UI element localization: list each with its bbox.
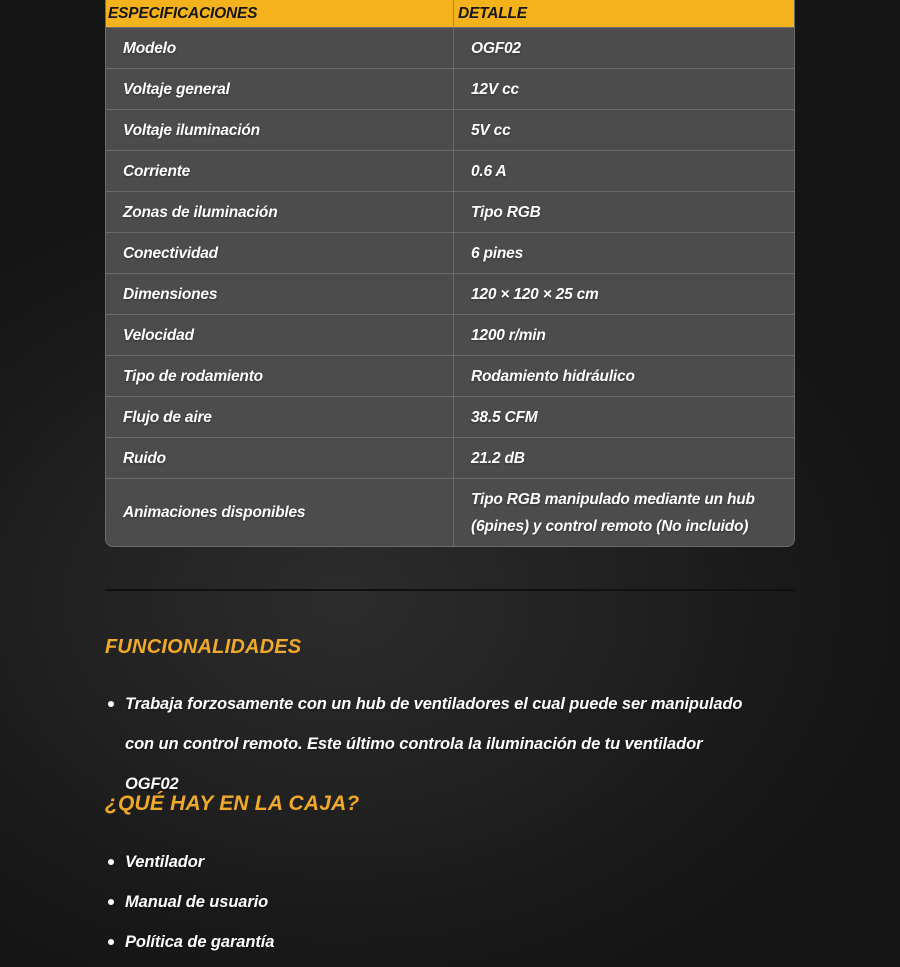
spec-table-row (106, 314, 794, 355)
caja-heading: ¿QUÉ HAY EN LA CAJA? (105, 792, 360, 815)
spec-row-label: Tipo de rodamiento (123, 367, 263, 385)
spec-table-row (106, 478, 794, 546)
list-item-text: Ventilador (125, 853, 205, 871)
spec-row-label: Ruido (123, 449, 166, 467)
spec-row-value: 12V cc (453, 69, 794, 109)
spec-table-body (106, 27, 794, 546)
bullet-icon (108, 701, 114, 707)
spec-table-row (106, 273, 794, 314)
list-item (105, 922, 505, 962)
spec-row-label: Velocidad (123, 326, 194, 344)
spec-row-value: 120 × 120 × 25 cm (453, 274, 794, 314)
spec-row-label: Conectividad (123, 244, 218, 262)
spec-table-header-row (106, 0, 794, 27)
spec-row-value: 5V cc (453, 110, 794, 150)
caja-list (105, 842, 505, 962)
list-item (105, 684, 760, 804)
spec-table-row (106, 109, 794, 150)
spec-row-label: Modelo (123, 39, 177, 57)
spec-row-value: 38.5 CFM (453, 397, 794, 437)
spec-row-label: Corriente (123, 162, 191, 180)
spec-row-label: Dimensiones (123, 285, 218, 303)
spec-row-value: 0.6 A (453, 151, 794, 191)
spec-row-label: Zonas de iluminación (123, 203, 278, 221)
spec-row-label: Voltaje iluminación (123, 121, 260, 139)
bullet-icon (108, 899, 114, 905)
spec-row-label: Animaciones disponibles (123, 504, 306, 521)
spec-table-row (106, 396, 794, 437)
spec-table-row (106, 150, 794, 191)
funcionalidades-list (105, 684, 760, 804)
spec-row-value: Tipo RGB manipulado mediante un hub (6pines) y control remoto (No incluido) (453, 479, 794, 546)
spec-table-row (106, 68, 794, 109)
list-item (105, 882, 505, 922)
spec-table (105, 0, 795, 547)
spec-table-row (106, 232, 794, 273)
spec-row-value: 1200 r/min (453, 315, 794, 355)
spec-table-row (106, 191, 794, 232)
spec-table-row (106, 355, 794, 396)
list-item-text: Manual de usuario (125, 893, 269, 911)
spec-row-value: 6 pines (453, 233, 794, 273)
list-item-text: Trabaja forzosamente con un hub de ventiladores el cual puede ser manipulado con un control remoto. Este último controla la iluminación de tu ventilador OGF02 (125, 695, 743, 793)
bullet-icon (108, 859, 114, 865)
section-divider (105, 589, 795, 591)
spec-row-value: Rodamiento hidráulico (453, 356, 794, 396)
spec-table-header-especificaciones: ESPECIFICACIONES (108, 4, 258, 22)
spec-table-row (106, 437, 794, 478)
spec-row-value: 21.2 dB (453, 438, 794, 478)
spec-table-header-detalle: DETALLE (453, 0, 794, 27)
spec-row-value: Tipo RGB (453, 192, 794, 232)
spec-row-label: Flujo de aire (123, 408, 212, 426)
spec-row-label: Voltaje general (123, 80, 230, 98)
spec-table-row (106, 27, 794, 68)
list-item-text: Política de garantía (125, 933, 275, 951)
list-item (105, 842, 505, 882)
spec-row-value: OGF02 (453, 28, 794, 68)
funcionalidades-heading: FUNCIONALIDADES (105, 636, 302, 658)
bullet-icon (108, 939, 114, 945)
